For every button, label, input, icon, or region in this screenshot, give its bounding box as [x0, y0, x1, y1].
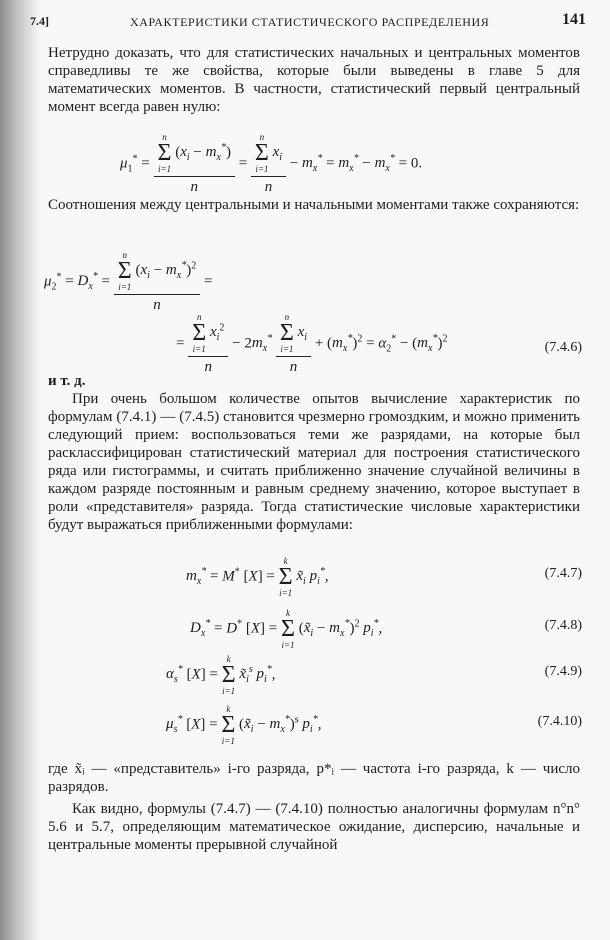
etc-marker: и т. д. — [48, 373, 86, 389]
equation-mu2-line2: = n Σ i=1 $x_i^2$ n − $2m_x^*$ n Σ i=1 $x_i$ n + $(m_x^*)^2 = \alpha_2^* - (m_x^*)^2$ — [176, 312, 448, 375]
page-number: 141 — [562, 11, 586, 28]
equation-number-7-4-9: (7.4.9) — [544, 664, 582, 679]
paragraph-4: где x̃ᵢ — «представитель» i-го разряда, p*ᵢ — частота i-го разряда, k — число разрядов. — [48, 761, 580, 795]
section-number: 7.4] — [30, 14, 49, 28]
equation-number-7-4-7: (7.4.7) — [544, 566, 582, 581]
equation-7-4-10: $\mu_s^*$ [X] = k Σ i=1 $(x̃_i - m_x^*)^s$ $p_i^*$, — [166, 704, 322, 746]
equation-number-7-4-8: (7.4.8) — [544, 618, 582, 633]
paragraph-3: При очень большом количестве опытов вычисление характеристик по формулам (7.4.1) — (7.4.5) становится чрезмерно громоздким, и можно применить следующий прием: воспользоваться теми же разрядами, на которые был расклассифицирован статистический материал для построения статистического ряда или гистограммы, и считать приближенно значение случайной величины в каждом разряде постоянным и равным среднему значению, которое выступает в роли «представителя» разряда. Тогда статистические числовые характеристики будут выражаться приближенными формулами: — [48, 391, 580, 533]
equation-7-4-7: $m_x^* = M^*$ [X] = k Σ i=1 $x̃_i$ $p_i^*$, — [186, 556, 329, 598]
paragraph-1: Нетрудно доказать, что для статистических начальных и центральных моментов справедливы те же свойства, которые были выведены в главе 5 для математических моментов. В частности, статистический первый центральный момент всегда равен нулю: — [48, 45, 580, 115]
equation-number-7-4-10: (7.4.10) — [537, 714, 582, 729]
page-binding-shadow — [0, 0, 40, 940]
equation-number-value: 7.4.6 — [549, 340, 578, 355]
equation-number-7-4-6: (7.4.6) — [544, 340, 582, 355]
paragraph-2: Соотношения между центральными и начальными моментами также сохраняются: — [48, 197, 580, 213]
paragraph-5: Как видно, формулы (7.4.7) — (7.4.10) полностью аналогичны формулам n°n° 5.6 и 5.7, определяющим математическое ожидание, дисперсию, начальные и центральные моменты прерывной случайной — [48, 801, 580, 853]
equation-mu2-line1: $\mu_2^* = D_x^*$ = n Σ i=1 $(x_i - m_x^*)^2$ n = — [44, 250, 213, 313]
running-header — [30, 10, 586, 34]
equation-7-4-8: $D_x^* = D^*$ [X] = k Σ i=1 $(x̃_i - m_x^*)^2$ $p_i^*$, — [190, 608, 383, 650]
equation-mu1: $\mu_1^*$ = n Σ i=1 $(x_i - m_x^*)$ n = n Σ i=1 $x_i$ n − $m_x^* = m_x^* - m_x^* = 0$. — [120, 132, 423, 195]
equation-7-4-9: $\alpha_s^*$ [X] = k Σ i=1 $x̃_i^s$ $p_i^*$, — [166, 654, 276, 696]
running-title: ХАРАКТЕРИСТИКИ СТАТИСТИЧЕСКОГО РАСПРЕДЕЛЕНИЯ — [130, 15, 490, 29]
